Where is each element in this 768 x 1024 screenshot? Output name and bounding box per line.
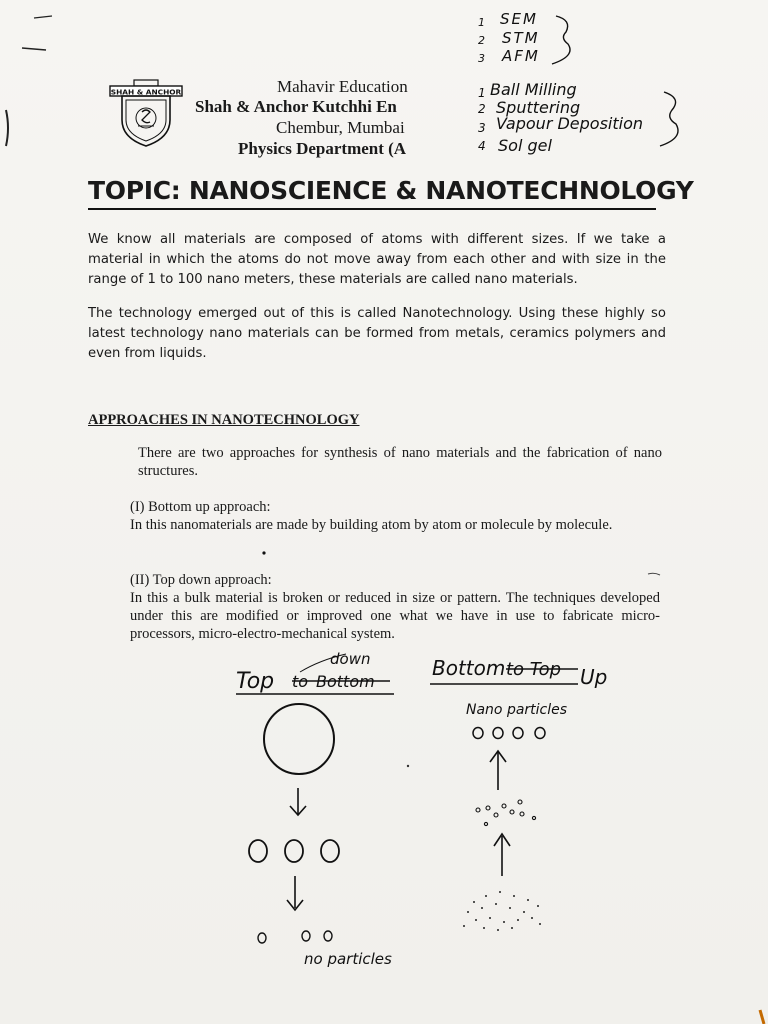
page-title: TOPIC: NANOSCIENCE & NANOTECHNOLOGY [88, 176, 694, 205]
note-text: STM [502, 29, 540, 47]
note-text: Sputtering [496, 98, 581, 117]
note-text: AFM [502, 47, 540, 65]
top-down-text: In this a bulk material is broken or reduced in size or pattern. The techniques developed under this are modified or improved one what we have in use to fabricate micro-processors, micro-electro-mechanical system. [130, 590, 660, 642]
approaches-intro: There are two approaches for synthesis of nano materials and the fabrication of nano structures. [138, 445, 662, 479]
note-text: Vapour Deposition [496, 114, 644, 133]
section-heading: APPROACHES IN NANOTECHNOLOGY [88, 412, 360, 428]
inserted-word: Up [580, 665, 608, 689]
college-logo-icon [108, 78, 184, 148]
college-location: Chembur, Mumbai [276, 118, 405, 137]
college-name: Shah & Anchor Kutchhi En [195, 97, 397, 116]
note-number: 4 [478, 139, 486, 153]
struck-word: Bottom [316, 672, 375, 691]
intro-paragraph: We know all materials are composed of atoms with different sizes. If we take a material in which the atoms do not move away from each other and with size in the range of 1 to 100 nano meters, these materials are called nano materials. [88, 232, 666, 287]
note-number: 3 [478, 121, 486, 135]
note-text: SEM [500, 10, 538, 28]
institute-name: Mahavir Education [277, 77, 408, 96]
note-text: Ball Milling [490, 80, 577, 99]
bottom-up-heading: Bottom [432, 656, 506, 680]
title-underline [88, 208, 656, 210]
nanoparticles-label: Nano particles [466, 702, 568, 718]
nanoparticles-label: no particles [304, 950, 392, 968]
note-number: 1 [478, 86, 486, 100]
note-number: 2 [478, 102, 486, 116]
bottom-up-title: (I) Bottom up approach: [130, 499, 271, 515]
struck-word: to Top [506, 659, 562, 680]
top-down-title: (II) Top down approach: [130, 572, 272, 588]
top-down-heading: Top [236, 669, 275, 694]
inserted-word: down [330, 650, 371, 668]
department-name: Physics Department (A [238, 139, 407, 158]
note-text: Sol gel [498, 136, 552, 155]
note-number: 3 [478, 52, 485, 65]
struck-word: to [292, 672, 309, 691]
note-number: 1 [478, 16, 485, 29]
logo-text: SHAH & ANCHOR [110, 87, 182, 97]
bottom-up-text: In this nanomaterials are made by building atom by atom or molecule by molecule. [130, 517, 613, 533]
note-number: 2 [478, 34, 485, 47]
technology-paragraph: The technology emerged out of this is called Nanotechnology. Using these highly so latest technology nano materials can be formed from metals, ceramics polymers and even from liquids. [88, 306, 666, 361]
